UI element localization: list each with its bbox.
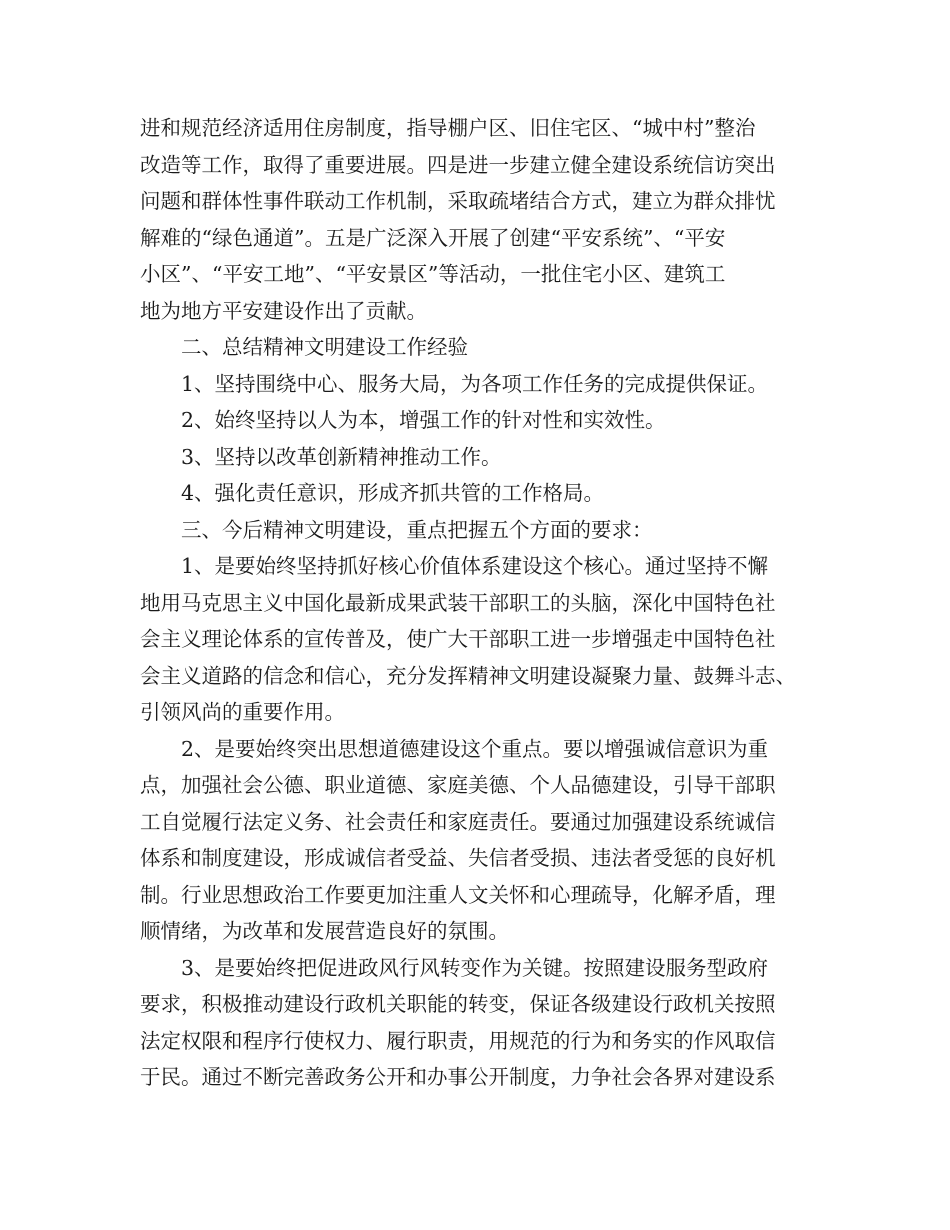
text-line: 1、是要始终坚持抓好核心价值体系建设这个核心。通过坚持不懈 bbox=[181, 554, 769, 578]
document-body bbox=[140, 110, 830, 1096]
text-line: 顺情绪，为改革和发展营造良好的氛围。 bbox=[140, 919, 509, 943]
text-line: 进和规范经济适用住房制度，指导棚户区、旧住宅区、“城中村”整治 bbox=[140, 116, 756, 140]
text-line: 于民。通过不断完善政务公开和办事公开制度，力争社会各界对建设系 bbox=[140, 1065, 776, 1089]
text-line: 引领风尚的重要作用。 bbox=[140, 700, 345, 724]
text-line: 点，加强社会公德、职业道德、家庭美德、个人品德建设，引导干部职 bbox=[140, 773, 776, 797]
text-line: 法定权限和程序行使权力、履行职责，用规范的行为和务实的作风取信 bbox=[140, 1028, 776, 1053]
text-line: 二、总结精神文明建设工作经验 bbox=[181, 335, 468, 359]
text-line: 1、坚持围绕中心、服务大局，为各项工作任务的完成提供保证。 bbox=[181, 371, 769, 396]
text-line: 2、是要始终突出思想道德建设这个重点。要以增强诚信意识为重 bbox=[181, 736, 769, 761]
text-line: 改造等工作，取得了重要进展。四是进一步建立健全建设系统信访突出 bbox=[140, 152, 776, 177]
text-line: 体系和制度建设，形成诚信者受益、失信者受损、违法者受惩的良好机 bbox=[140, 846, 776, 870]
text-line: 工自觉履行法定义务、社会责任和家庭责任。要通过加强建设系统诚信 bbox=[140, 809, 776, 834]
text-line: 三、今后精神文明建设，重点把握五个方面的要求： bbox=[181, 517, 653, 542]
text-line: 2、始终坚持以人为本，增强工作的针对性和实效性。 bbox=[181, 408, 666, 432]
text-line: 4、强化责任意识，形成齐抓共管的工作格局。 bbox=[181, 481, 605, 505]
text-line: 要求，积极推动建设行政机关职能的转变，保证各级建设行政机关按照 bbox=[140, 992, 776, 1016]
text-line: 3、是要始终把促进政风行风转变作为关键。按照建设服务型政府 bbox=[181, 955, 769, 980]
text-line: 问题和群体性事件联动工作机制，采取疏堵结合方式，建立为群众排忧 bbox=[140, 189, 776, 213]
text-line: 地为地方平安建设作出了贡献。 bbox=[140, 298, 427, 323]
text-line: 制。行业思想政治工作要更加注重人文关怀和心理疏导，化解矛盾，理 bbox=[140, 882, 776, 907]
text-line: 会主义道路的信念和信心，充分发挥精神文明建设凝聚力量、鼓舞斗志、 bbox=[140, 663, 796, 688]
text-line: 地用马克思主义中国化最新成果武装干部职工的头脑，深化中国特色社 bbox=[140, 590, 776, 615]
text-line: 会主义理论体系的宣传普及，使广大干部职工进一步增强走中国特色社 bbox=[140, 627, 776, 651]
text-line: 解难的“绿色通道”。五是广泛深入开展了创建“平安系统”、“平安 bbox=[140, 225, 726, 250]
text-line: 3、坚持以改革创新精神推动工作。 bbox=[181, 444, 502, 469]
text-line: 小区”、“平安工地”、“平安景区”等活动，一批住宅小区、建筑工 bbox=[140, 262, 726, 286]
